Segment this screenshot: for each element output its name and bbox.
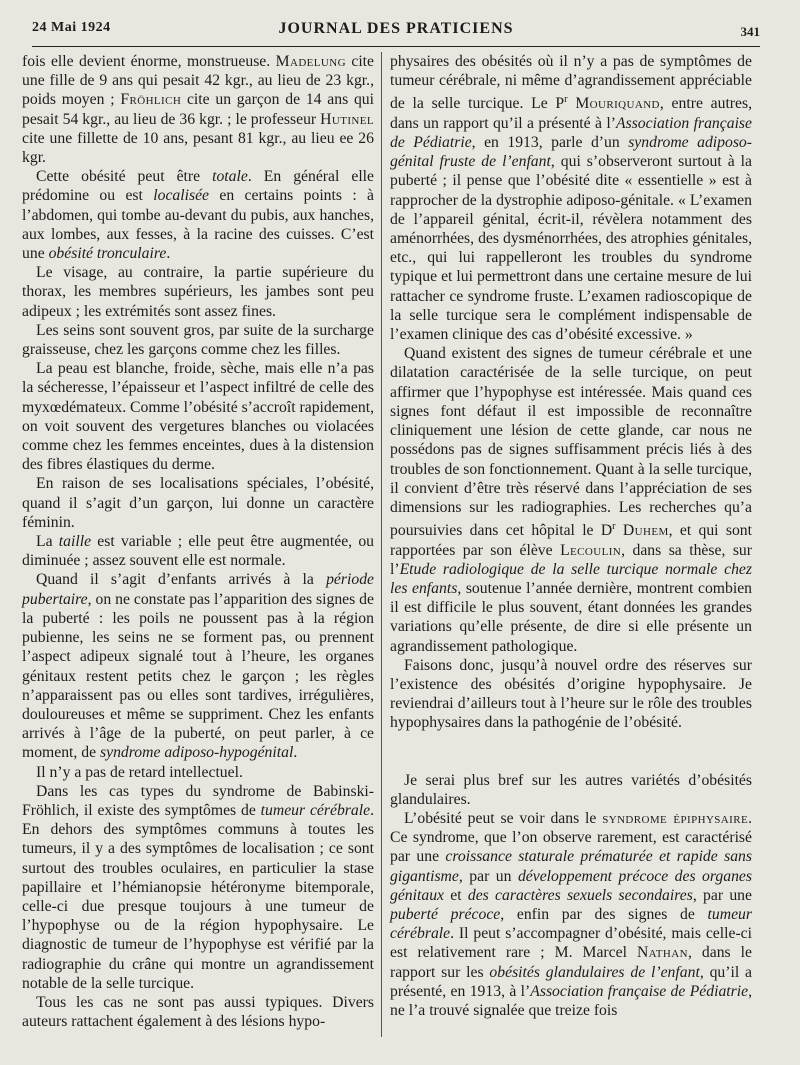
text-run: Faisons donc, jusqu’à nouvel ordre des réserves sur l’existence des obésités d’origine hypophysaire. Je reviendrai d’ailleurs tout à l’heure sur le rôle des troubles hypophysaires dans la pathogénie de l’obésité.	[390, 656, 752, 732]
emphasis: obésité tronculaire	[48, 245, 167, 263]
emphasis: Etude radiologique de la selle turcique normale chez les enfants	[390, 560, 752, 597]
text-run: , en 1913, parle d’un	[471, 134, 629, 152]
text-run: Les seins sont souvent gros, par suite de la surcharge graisseuse, chez les garçons comme chez les filles.	[22, 321, 374, 359]
text-run: cite une fille de 9 ans qui pesait 42 kgr., au lieu de 23 kgr., poids moyen ;	[22, 53, 374, 109]
author-name: Mouriquand	[575, 95, 660, 113]
paragraph	[22, 763, 374, 782]
author-name: Duhem	[622, 522, 669, 540]
paragraph	[390, 656, 752, 733]
text-run: Dans les cas types du syndrome de Babinski-Fröhlich, il existe des symptômes de	[22, 782, 374, 819]
text-run: , dans le rapport sur les	[390, 944, 752, 981]
paragraph	[22, 474, 374, 532]
right-column	[390, 52, 752, 1020]
text-run	[616, 522, 623, 539]
text-run: . En général elle prédomine ou est	[22, 168, 374, 205]
emphasis: puberté précoce	[390, 906, 501, 923]
emphasis: tumeur cérébrale	[260, 801, 371, 819]
text-run: , qu’il a présenté, en 1913, à l’	[390, 963, 753, 1000]
author-name: Hutinel	[320, 110, 374, 128]
emphasis: obésités glandulaires de l’enfant	[489, 963, 700, 981]
text-run: Cette obésité peut être	[36, 168, 213, 186]
text-run: r	[612, 521, 616, 533]
emphasis: syndrome adiposo-génital fruste de l’enfant	[390, 134, 753, 171]
paragraph	[22, 570, 374, 762]
text-run: fois elle devient énorme, monstrueuse.	[22, 53, 276, 70]
text-run: La peau est blanche, froide, sèche, mais elle n’a pas la sécheresse, l’épaisseur et l’aspect infiltré de celle des myxœdémateux. Comme l’obésité s’accroît rapidement, on voit souvent des vergetures blanches ou violacées comme chez les femmes enceintes, dues à la distension des fibres élastiques du derme.	[22, 360, 374, 474]
text-run: .	[166, 245, 171, 263]
text-run: en certains points : à l’abdomen, qui tombe au-devant du pubis, aux hanches, aux lombes, aux fesses, à la racine des cuisses. C’est une	[22, 187, 375, 263]
column-divider	[381, 52, 382, 1037]
text-run: , ne l’a trouvé signalée que treize fois	[390, 982, 752, 1020]
text-run: En raison de ses localisations spéciales, l’obésité, quand il s’agit d’un garçon, lui donne un caractère féminin.	[22, 475, 374, 531]
paragraph	[390, 52, 752, 344]
text-run: .	[293, 744, 298, 762]
page-number: 341	[740, 24, 760, 39]
paragraph	[22, 782, 374, 993]
text-run: Quand il s’agit d’enfants arrivés à la	[36, 571, 327, 589]
text-run: , entre autres, dans un rapport qu’il a présenté à l’	[390, 95, 753, 132]
emphasis: Association française de Pédiatrie	[530, 982, 749, 1000]
text-run: Je serai plus bref sur les autres variétés d’obésités glandulaires.	[390, 771, 752, 808]
text-run: , on ne constate pas l’apparition des signes de la puberté : les poils ne poussent pas à la région pubienne, les seins ne se forment pas, ou prennent l’aspect adipeux signalé tout à l’heure, les organes génitaux restent petits chez le garçon ; les règles n’apparaissent pas ou elles sont tardives, irrégulières, douloureuses et même se suppriment. Chez les enfants arrivés à l’âge de la puberté, on peut parler, à ce moment, de	[22, 590, 374, 762]
text-run: , soutenue l’année dernière, montrent combien il est difficile le plus souvent, étant données les grandes variations qu’elle présente, de dire si elle présente un agrandissement pathologique.	[390, 579, 752, 655]
paragraph	[22, 52, 374, 167]
emphasis: Association française de Pédiatrie	[390, 114, 752, 152]
emphasis: croissance staturale prématurée et rapide sans gigantisme	[390, 848, 752, 885]
paragraph	[390, 344, 752, 655]
text-run: , par une	[692, 886, 752, 904]
issue-date: 24 Mai 1924	[32, 20, 111, 35]
author-name: Madelung	[275, 53, 346, 70]
text-run: physaires des obésités où il n’y a pas de symptômes de tumeur cérébrale, ni même d’agrandissement appréciable de la selle turcique. Le P	[390, 53, 752, 113]
emphasis: totale	[212, 168, 248, 186]
text-run: et	[444, 886, 468, 904]
text-run: Tous les cas ne sont pas aussi typiques. Divers auteurs rattachent également à des lésions hypo-	[22, 993, 374, 1031]
text-run: , qui s’observeront surtout à la puberté ; il pense que l’obésité dite « essentielle » est à rapprocher de la dystrophie adiposo-génitale. « L’examen de l’appareil génital, écrit-il, révèlera notamment des aménorrhées, des dysménorrhées, des atrophies génitales, etc., qui lui rappelleront les troubles du syndrome typique et lui permettront dans une certaine mesure de lui rattacher ce syndrome fruste. L’examen radioscopique de la selle turcique sera le complément indispensable de l’examen clinique des cas d’obésité excessive. »	[390, 153, 752, 344]
emphasis: développement précoce des organes génitaux	[390, 867, 752, 904]
author-name: syndrome épiphysaire	[602, 809, 749, 827]
text-run: Il n’y a pas de retard intellectuel.	[36, 763, 243, 781]
left-column	[22, 52, 374, 1031]
paragraph	[390, 809, 752, 1020]
paragraph	[22, 359, 374, 474]
text-run: , dans sa thèse, sur l’	[390, 541, 753, 578]
text-run: r	[564, 94, 568, 106]
paragraph	[22, 263, 374, 321]
text-run: , par un	[458, 867, 518, 885]
text-run: Le visage, au contraire, la partie supérieure du thorax, les membres supérieurs, les jambes sont peu adipeux ; les extrémités sont assez fines.	[22, 264, 374, 320]
emphasis: tumeur cérébrale	[390, 906, 752, 943]
paragraph	[390, 771, 752, 809]
paragraph	[22, 167, 374, 263]
text-run: est variable ; elle peut être augmentée, ou diminuée ; assez souvent elle est normale.	[22, 533, 375, 570]
text-run: L’obésité peut se voir dans le	[404, 809, 603, 827]
text-run: . Ce syndrome, que l’on observe rarement, est caractérisé par une	[390, 809, 752, 866]
emphasis: des caractères sexuels secondaires	[467, 886, 693, 904]
paragraph	[22, 993, 374, 1031]
text-run: cite une fillette de 10 ans, pesant 81 kgr., au lieu ee 26 kgr.	[22, 129, 374, 167]
text-run: , enfin par des signes de	[500, 906, 708, 923]
emphasis: taille	[58, 533, 92, 551]
paragraph	[22, 321, 374, 359]
emphasis: syndrome adiposo-hypogénital	[100, 744, 294, 762]
paragraph	[22, 532, 374, 570]
author-name: Fröhlich	[120, 91, 182, 109]
text-run: , et qui sont rapportées par son élève	[390, 522, 753, 559]
journal-title: JOURNAL DES PRATICIENS	[278, 20, 514, 37]
emphasis: période pubertaire	[22, 571, 374, 608]
text-run: Quand existent des signes de tumeur cérébrale et une dilatation caractérisée de la selle turcique, on peut affirmer que l’hypophyse est intéressée. Mais quand ces signes font défaut il est impossible de reconnaître cliniquement une lésion de cette glande, car nous ne possédons pas de signes suffisamment précis liés à des troubles de son fonctionnement. Quant à la selle turcique, il convient d’être très réservé dans l’appréciation de ses dimensions sur les radiographies. Les recherches qu’a poursuivies dans cet hôpital le D	[390, 345, 752, 540]
running-header	[32, 20, 760, 47]
text-run: La	[36, 533, 59, 551]
text-run: . En dehors des symptômes communs à toutes les tumeurs, il y a des symptômes de localisation ; ce sont surtout des troubles oculaires, en particulier la stase papillaire et l’hémianopsie hétéronyme bitemporale, celle-ci due presque toujours à une tumeur de l’hypophyse ou de la région hypophysaire. Le diagnostic de tumeur de l’hypophyse est vérifié par la radiographie du crâne qui montre un agrandissement notable de la selle turcique.	[22, 801, 374, 992]
text-run: . Il peut s’accompagner d’obésité, mais celle-ci est relativement rare ; M. Marcel	[390, 925, 752, 962]
author-name: Nathan	[636, 944, 688, 962]
author-name: Lecoulin	[560, 541, 622, 559]
emphasis: localisée	[153, 187, 210, 205]
text-run: cite un garçon de 14 ans qui pesait 54 kgr., au lieu de 36 kgr. ; le professeur	[22, 91, 374, 128]
